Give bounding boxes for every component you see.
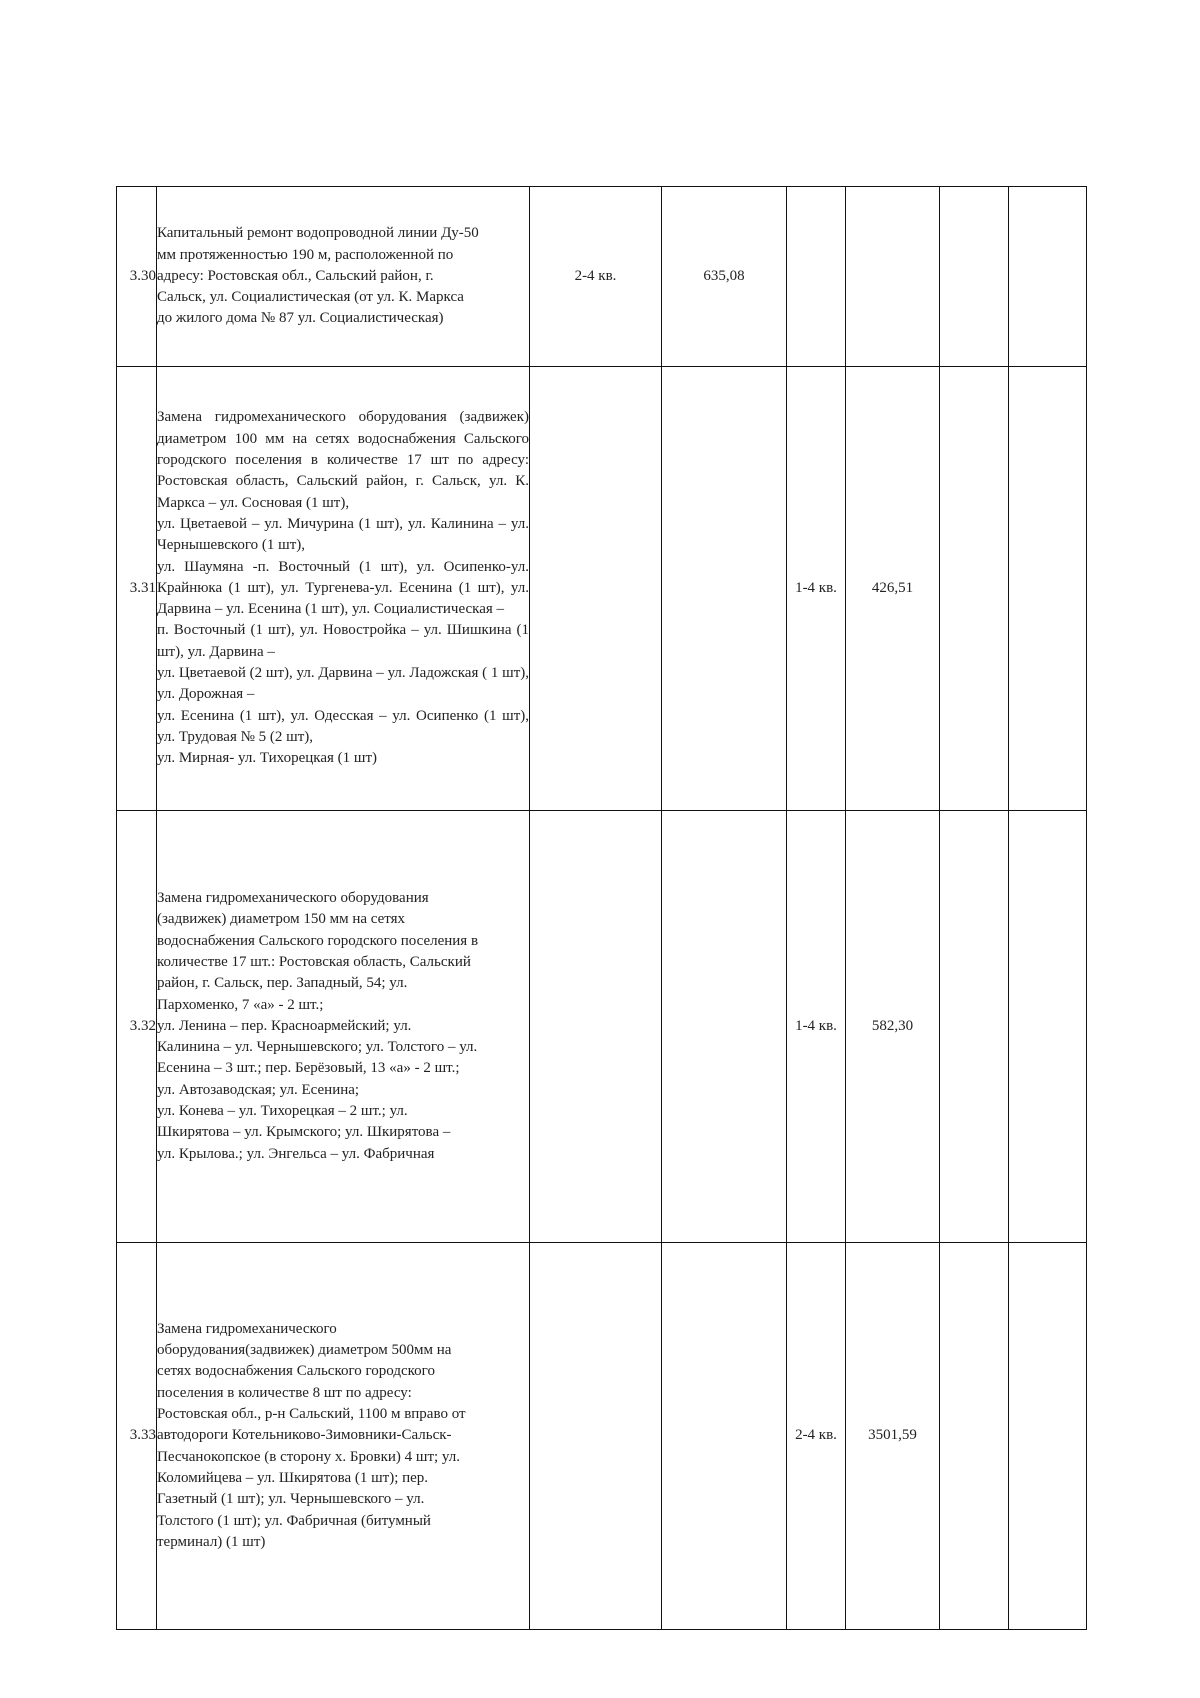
row-number: 3.30 <box>117 187 157 367</box>
row-amount-col6: 426,51 <box>846 367 940 811</box>
row-amount-col4 <box>662 367 787 811</box>
row-col8 <box>1009 187 1087 367</box>
description-line: Замена гидромеханического оборудования <box>157 890 429 907</box>
description-line: адресу: Ростовская обл., Сальский район, г. <box>157 267 434 284</box>
row-col8 <box>1009 811 1087 1243</box>
row-col7 <box>940 187 1009 367</box>
description-line: поселения в количестве 8 шт по адресу: <box>157 1384 412 1401</box>
table-row <box>117 187 1087 367</box>
row-period-col5: 1-4 кв. <box>787 811 846 1243</box>
description-line: Газетный (1 шт); ул. Чернышевского – ул. <box>157 1491 425 1508</box>
description-line: ул. Есенина (1 шт), ул. Одесская – ул. Осипенко (1 шт), ул. Трудовая № 5 (2 шт), <box>157 707 529 745</box>
row-amount-col6 <box>846 187 940 367</box>
description-line: Сальск, ул. Социалистическая (от ул. К. Маркса <box>157 289 464 306</box>
description-line: автодороги Котельниково-Зимовники-Сальск- <box>157 1427 452 1444</box>
description-line: до жилого дома № 87 ул. Социалистическая) <box>157 310 444 327</box>
description-line: ул. Шаумяна -п. Восточный (1 шт), ул. Осипенко-ул. Крайнюка (1 шт), ул. Тургенева-ул. Есенина (1 шт), ул. Дарвина – ул. Есенина (1 шт), ул. Социалистическая – <box>157 558 529 618</box>
row-period-col3 <box>530 367 662 811</box>
row-col8 <box>1009 367 1087 811</box>
row-period-col5: 2-4 кв. <box>787 1243 846 1630</box>
description-line: Коломийцева – ул. Шкирятова (1 шт); пер. <box>157 1469 429 1486</box>
table-row <box>117 367 1087 811</box>
description-line: количестве 17 шт.: Ростовская область, Сальский <box>157 953 471 970</box>
table-row <box>117 811 1087 1243</box>
row-description <box>157 1243 530 1630</box>
description-line: Шкирятова – ул. Крымского; ул. Шкирятова – <box>157 1124 451 1141</box>
description-line: ул. Конева – ул. Тихорецкая – 2 шт.; ул. <box>157 1103 408 1120</box>
row-col7 <box>940 1243 1009 1630</box>
description-line: сетях водоснабжения Сальского городского <box>157 1363 435 1380</box>
description-line: Замена гидромеханического <box>157 1320 337 1337</box>
row-amount-col4: 635,08 <box>662 187 787 367</box>
description-line: ул. Цветаевой – ул. Мичурина (1 шт), ул. Калинина – ул. Чернышевского (1 шт), <box>157 515 529 554</box>
row-description <box>157 811 530 1243</box>
row-number: 3.31 <box>117 367 157 811</box>
description-line: водоснабжения Сальского городского поселения в <box>157 932 479 949</box>
description-line: Песчанокопское (в сторону х. Бровки) 4 шт; ул. <box>157 1448 461 1465</box>
description-line: ул. Мирная- ул. Тихорецкая (1 шт) <box>157 750 377 767</box>
row-period-col3 <box>530 1243 662 1630</box>
row-col7 <box>940 367 1009 811</box>
description-line: Толстого (1 шт); ул. Фабричная (битумный <box>157 1512 431 1529</box>
description-line: Есенина – 3 шт.; пер. Берёзовый, 13 «а» - 2 шт.; <box>157 1060 460 1077</box>
row-number: 3.33 <box>117 1243 157 1630</box>
row-col8 <box>1009 1243 1087 1630</box>
description-line: мм протяженностью 190 м, расположенной по <box>157 246 454 263</box>
description-line: Капитальный ремонт водопроводной линии Ду-50 <box>157 225 479 242</box>
description-line: оборудования(задвижек) диаметром 500мм на <box>157 1342 452 1359</box>
row-number: 3.32 <box>117 811 157 1243</box>
description-line: ул. Крылова.; ул. Энгельса – ул. Фабричная <box>157 1145 435 1162</box>
row-amount-col6: 3501,59 <box>846 1243 940 1630</box>
row-col7 <box>940 811 1009 1243</box>
description-line: п. Восточный (1 шт), ул. Новостройка – ул. Шишкина (1 шт), ул. Дарвина – <box>157 622 529 660</box>
row-period-col3: 2-4 кв. <box>530 187 662 367</box>
description-line: ул. Ленина – пер. Красноармейский; ул. <box>157 1017 412 1034</box>
works-table <box>116 186 1087 1630</box>
description-line: ул. Автозаводская; ул. Есенина; <box>157 1081 360 1098</box>
row-amount-col6: 582,30 <box>846 811 940 1243</box>
description-line: ул. Цветаевой (2 шт), ул. Дарвина – ул. Ладожская ( 1 шт), ул. Дорожная – <box>157 665 529 703</box>
description-line: Калинина – ул. Чернышевского; ул. Толстого – ул. <box>157 1039 478 1056</box>
description-line: Пархоменко, 7 «а» - 2 шт.; <box>157 996 324 1013</box>
row-period-col5 <box>787 187 846 367</box>
row-amount-col4 <box>662 811 787 1243</box>
description-line: район, г. Сальск, пер. Западный, 54; ул. <box>157 975 408 992</box>
row-description <box>157 367 530 811</box>
row-amount-col4 <box>662 1243 787 1630</box>
description-line: Ростовская обл., р-н Сальский, 1100 м вправо от <box>157 1406 466 1423</box>
row-description <box>157 187 530 367</box>
description-line: Замена гидромеханического оборудования (задвижек) диаметром 100 мм на сетях водоснабжения Сальского городского поселения в количестве 17 шт по адресу: Ростовская область, Сальский район, г. Сальск, ул. К. Маркса – ул. Сосновая (1 шт), <box>157 409 529 511</box>
description-line: терминал) (1 шт) <box>157 1533 266 1550</box>
description-line: (задвижек) диаметром 150 мм на сетях <box>157 911 406 928</box>
table-row <box>117 1243 1087 1630</box>
row-period-col3 <box>530 811 662 1243</box>
row-period-col5: 1-4 кв. <box>787 367 846 811</box>
